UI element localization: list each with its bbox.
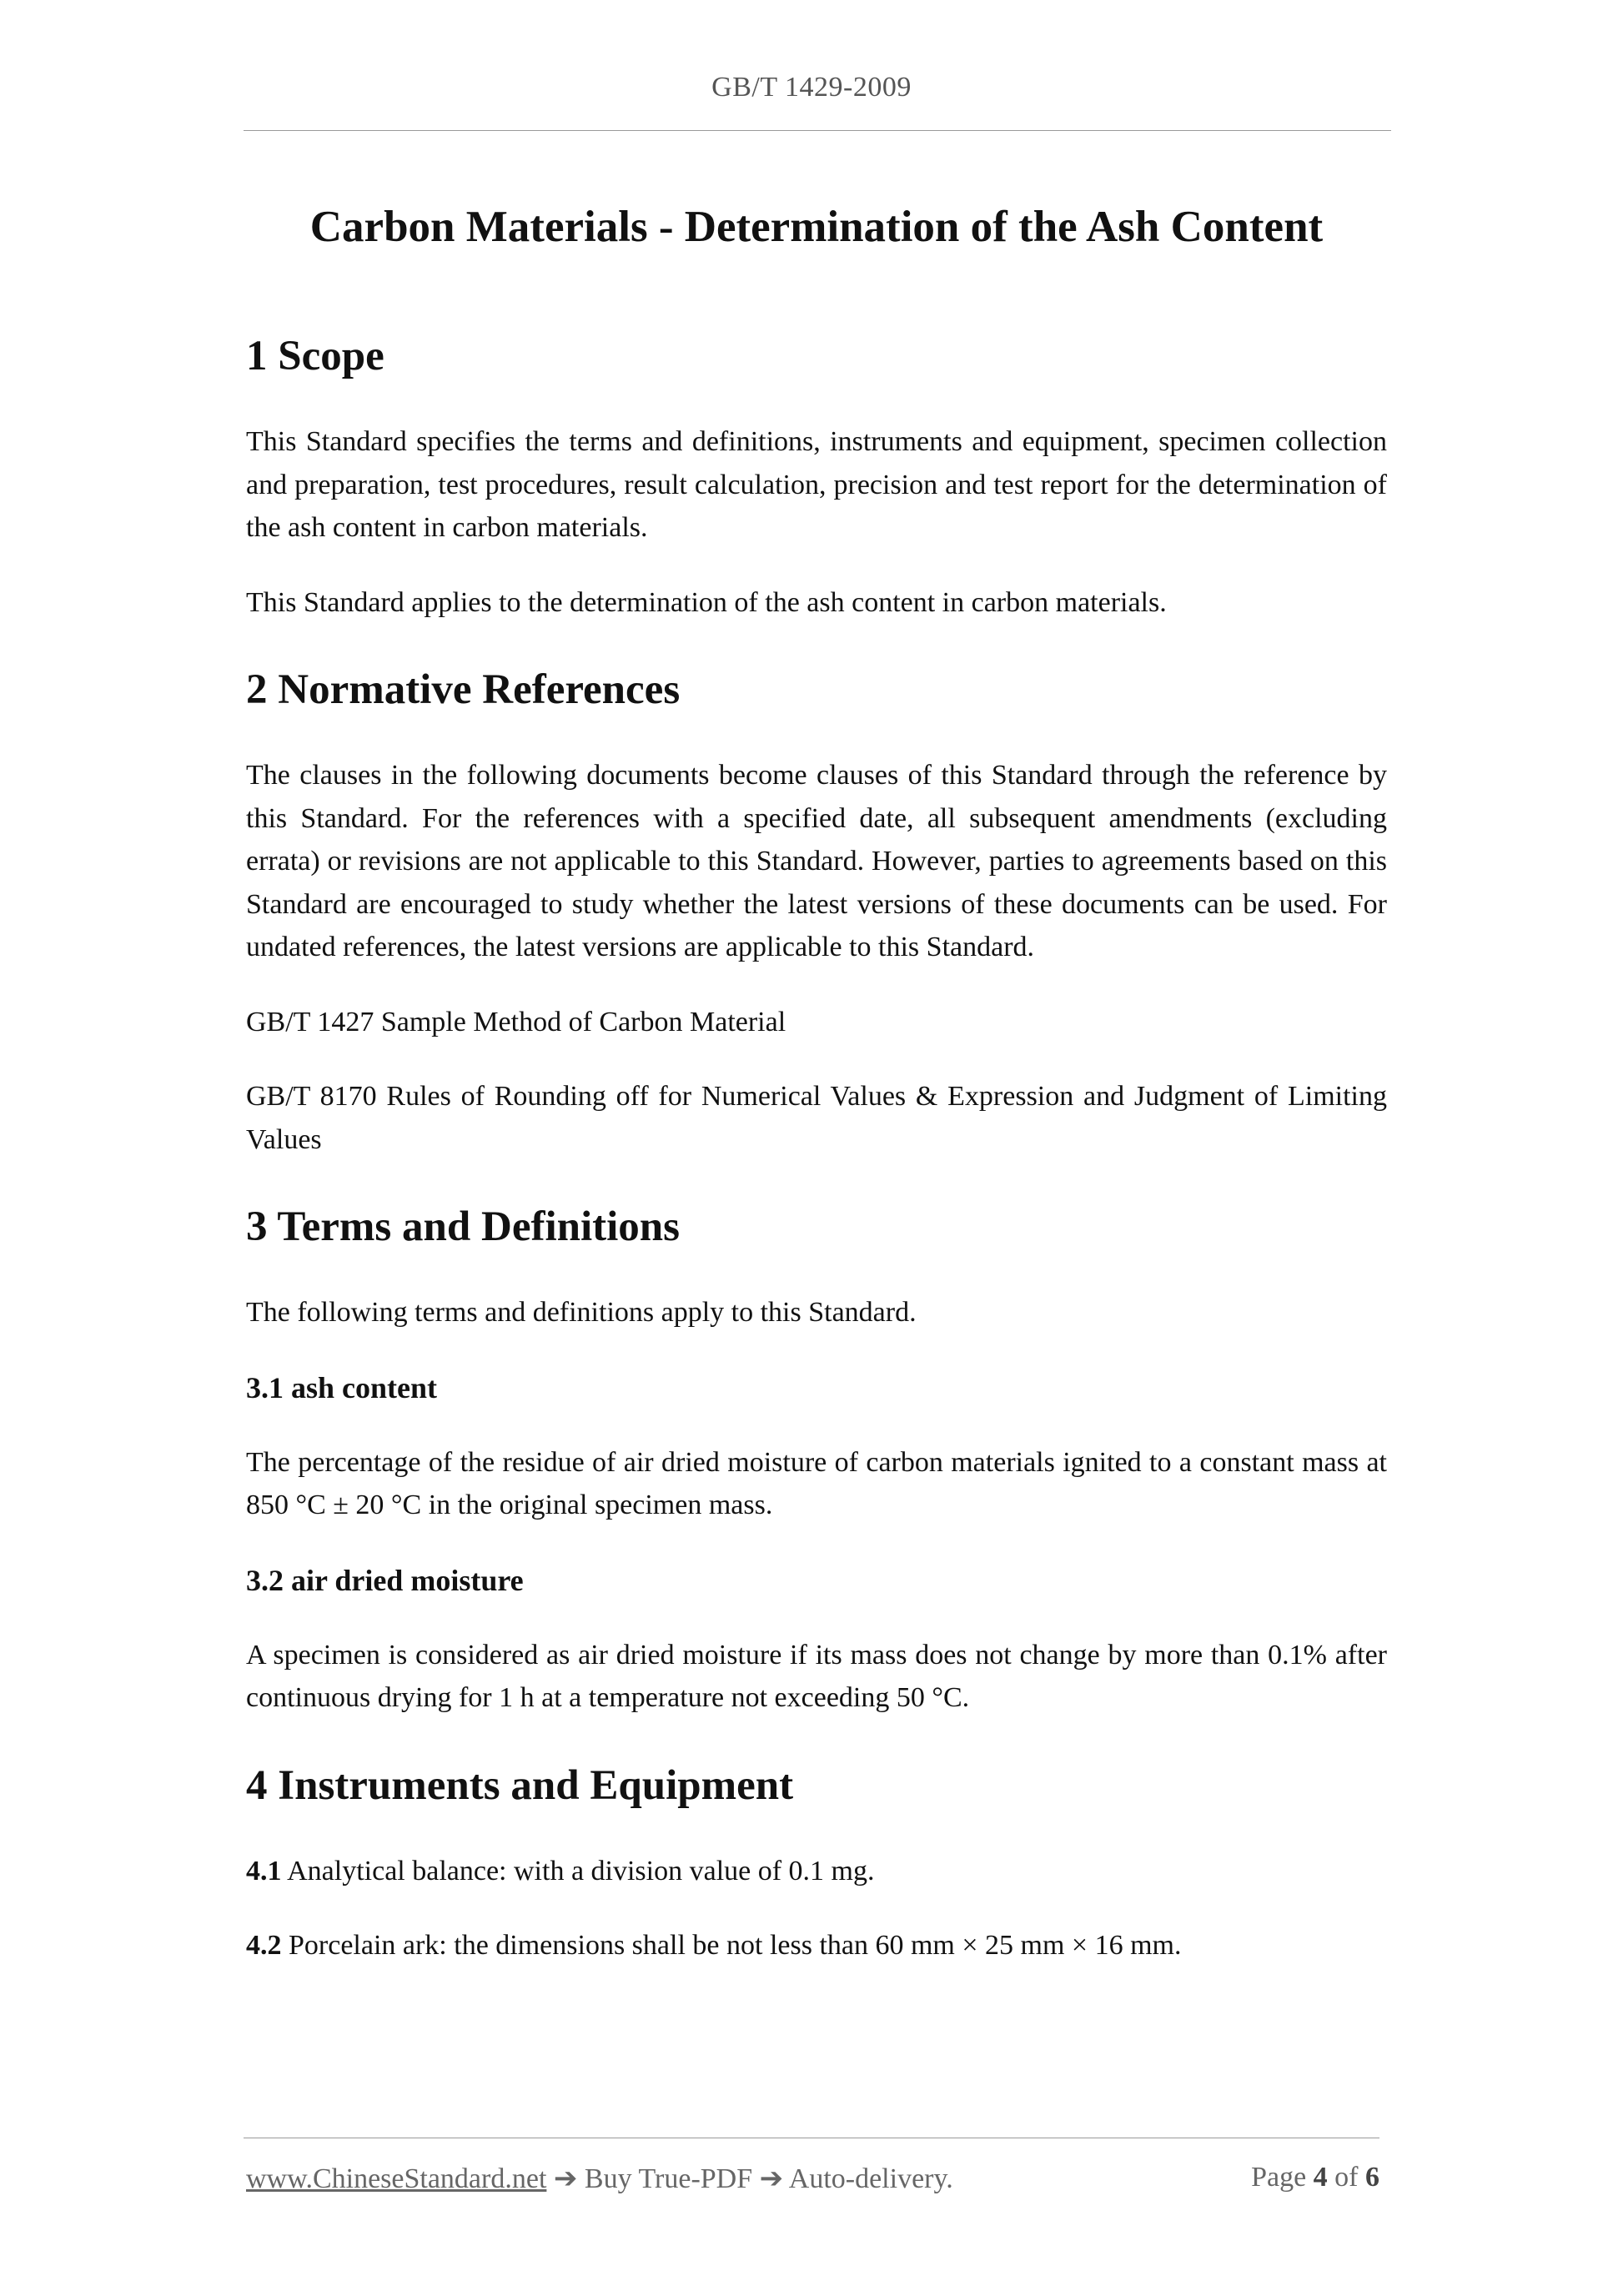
document-content: [246, 193, 1387, 1967]
reference-item-gbt1427: GB/T 1427 Sample Method of Carbon Material: [246, 1006, 786, 1037]
instrument-number: 4.2: [246, 1930, 282, 1961]
scope-paragraph-2: This Standard applies to the determination of the ash content in carbon materials.: [246, 586, 1167, 618]
instrument-text: Porcelain ark: the dimensions shall be not less than 60 mm × 25 mm × 16 mm.: [281, 1930, 1182, 1961]
footer-promo: [246, 2162, 953, 2195]
arrow-right-icon: ➔: [759, 2163, 784, 2194]
reference-item-gbt8170: GB/T 8170 Rules of Rounding off for Numerical Values & Expression and Judgment of Limiting Values: [246, 1081, 1387, 1155]
page-current: 4: [1313, 2162, 1328, 2193]
footer-delivery-text: Auto-delivery.: [783, 2163, 953, 2194]
document-title: Carbon Materials - Determination of the Ash Content: [309, 203, 1324, 251]
page-number: [1251, 2162, 1379, 2195]
term-definition-ash-content: The percentage of the residue of air dried moisture of carbon materials ignited to a constant mass at 850 °C ± 20 °C in the original specimen mass.: [246, 1446, 1387, 1520]
page-footer: [246, 2162, 1379, 2195]
instrument-item-balance: [246, 1850, 1387, 1893]
terms-intro: The following terms and definitions apply to this Standard.: [246, 1297, 917, 1328]
instrument-text: Analytical balance: with a division value of 0.1 mg.: [281, 1855, 875, 1887]
section-heading-scope: 1 Scope: [246, 333, 384, 379]
term-definition-air-dried-moisture: A specimen is considered as air dried moisture if its mass does not change by more than 0.1% after continuous drying for 1 h at a temperature not exceeding 50 °C.: [246, 1639, 1387, 1713]
normative-paragraph: The clauses in the following documents become clauses of this Standard through the reference by this Standard. For the references with a specified date, all subsequent amendments (excluding errata) or revisions are not applicable to this Standard. However, parties to agreements based on this Standard are encouraged to study whether the latest versions of these documents can be used. For undated references, the latest versions are applicable to this Standard.: [246, 760, 1387, 962]
section-heading-normative-references: 2 Normative References: [246, 666, 681, 713]
section-heading-terms: 3 Terms and Definitions: [246, 1203, 681, 1250]
scope-paragraph-1: This Standard specifies the terms and definitions, instruments and equipment, specimen collection and preparation, test procedures, result calculation, precision and test report for the determination of the ash content in carbon materials.: [246, 426, 1387, 543]
header-doc-code: GB/T 1429-2009: [711, 72, 912, 103]
term-heading-air-dried-moisture: 3.2 air dried moisture: [246, 1563, 524, 1597]
header-divider: [244, 130, 1391, 131]
footer-website-link[interactable]: www.ChineseStandard.net: [246, 2163, 547, 2194]
section-heading-instruments: 4 Instruments and Equipment: [246, 1761, 794, 1809]
instrument-item-porcelain-ark: [246, 1924, 1387, 1967]
page-total: 6: [1365, 2162, 1379, 2193]
instrument-number: 4.1: [246, 1855, 282, 1887]
page-label: Page: [1251, 2162, 1314, 2193]
page-of: of: [1327, 2162, 1365, 2193]
arrow-right-icon: ➔: [553, 2163, 578, 2194]
term-heading-ash-content: 3.1 ash content: [246, 1370, 438, 1404]
footer-buy-text: Buy True-PDF: [577, 2163, 760, 2194]
